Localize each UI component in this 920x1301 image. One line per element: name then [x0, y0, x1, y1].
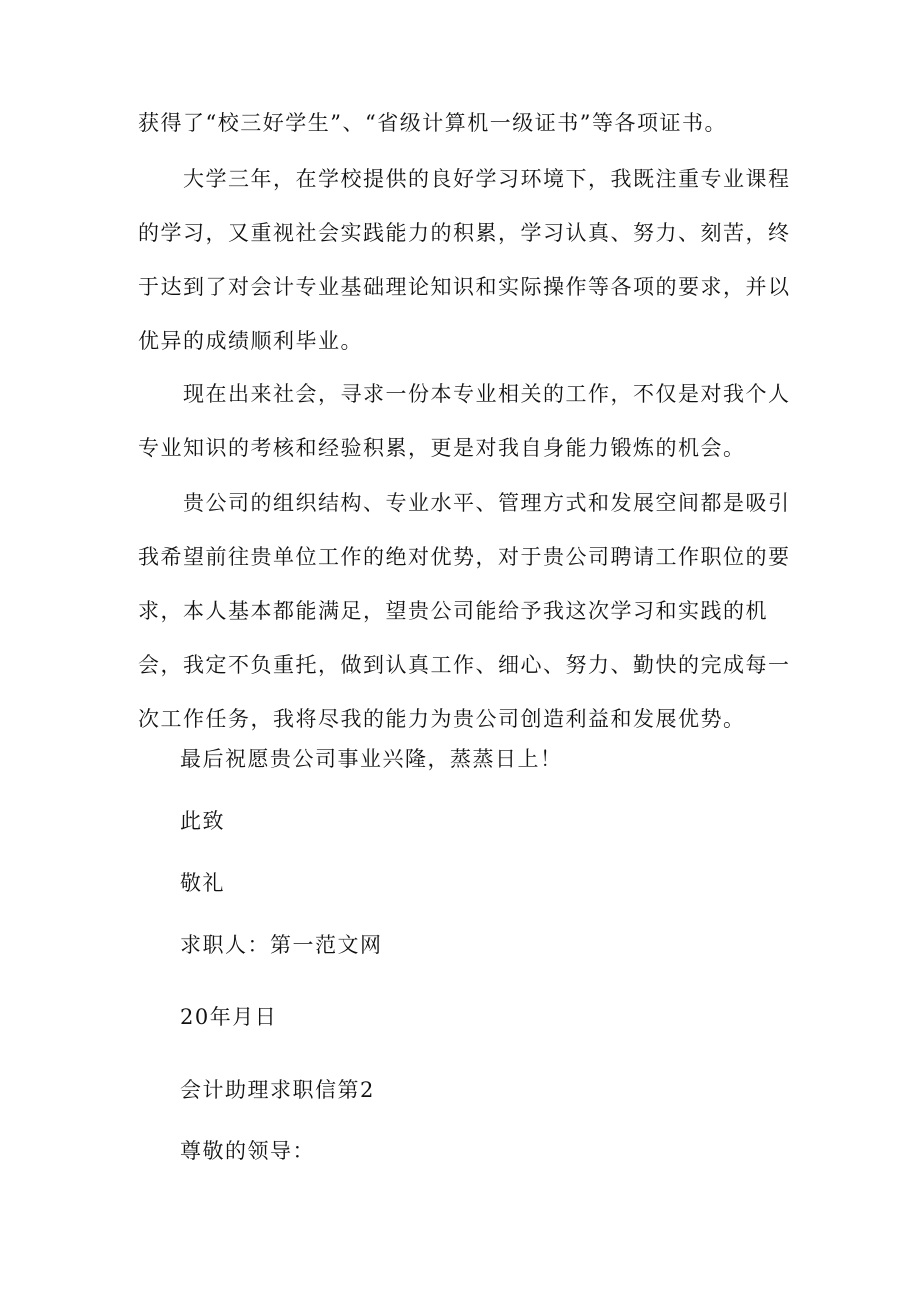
salutation-jingli: 敬礼: [180, 871, 225, 895]
paragraph-university-study: 大学三年，在学校提供的良好学习环境下，我既注重专业课程的学习，又重视社会实践能力的积累，学习认真、努力、刻苦，终于达到了对会计专业基础理论知识和实际操作等各项的要求，并以优异的成绩顺利毕业。: [138, 167, 791, 353]
paragraph-certificates: 获得了“校三好学生”、“省级计算机一级证书”等各项证书。: [138, 111, 727, 135]
paragraph-job-seeking: 现在出来社会，寻求一份本专业相关的工作，不仅是对我个人专业知识的考核和经验积累，更是对我自身能力锻炼的机会。: [138, 382, 791, 460]
closing-wish: 最后祝愿贵公司事业兴隆，蒸蒸日上！: [180, 747, 563, 771]
signature: 求职人：第一范文网: [180, 933, 383, 957]
next-letter-title: 会计助理求职信第2: [180, 1078, 375, 1102]
salutation-cizhi: 此致: [180, 809, 225, 833]
paragraph-company-advantages: 贵公司的组织结构、专业水平、管理方式和发展空间都是吸引我希望前往贵单位工作的绝对优势，对于贵公司聘请工作职位的要求，本人基本都能满足，望贵公司能给予我这次学习和实践的机会，我定不负重托，做到认真工作、细心、努力、勤快的完成每一次工作任务，我将尽我的能力为贵公司创造利益和发展优势。: [138, 491, 791, 731]
next-letter-greeting: 尊敬的领导：: [180, 1139, 315, 1163]
date-line: 20年月日: [180, 1005, 278, 1029]
